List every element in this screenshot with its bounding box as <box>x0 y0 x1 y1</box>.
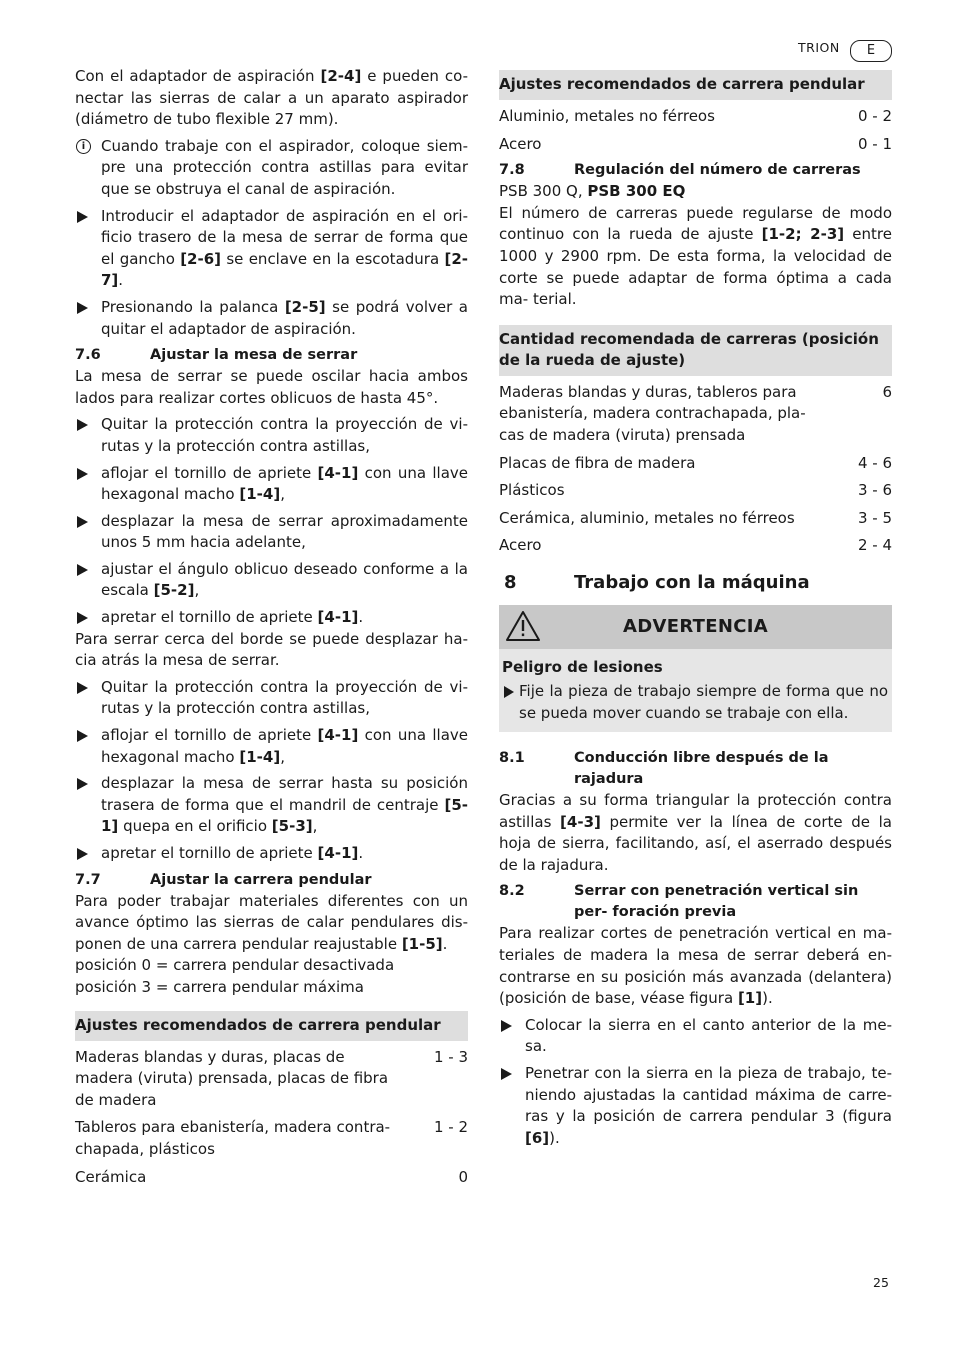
position-0-text: posición 0 = carrera pendular desactivada <box>75 956 395 975</box>
paragraph: Para realizar cortes de penetración vertical en ma- teriales de madera la mesa de serrar deberá en- contrarse en su posición más avanzada (delantera) (posición de base, véase figura [1]). <box>499 924 892 1008</box>
triangle-bullet-icon <box>77 612 88 624</box>
section-heading-8-2: 8.2 Serrar con penetración vertical sin per- foración previa <box>499 883 859 921</box>
section-heading-7-7: 7.7 Ajustar la carrera pendular <box>75 871 372 888</box>
table-row: Plásticos 3 - 6 <box>499 481 892 500</box>
paragraph: La mesa de serrar se puede oscilar hacia ambos lados para realizar cortes oblicuos de hasta 45°. <box>75 367 468 407</box>
pendulum-settings-table-continued <box>499 70 892 155</box>
paragraph: Para poder trabajar materiales diferentes con un avance óptimo las sierras de calar pendulares dis- ponen de una carrera pendular reajustable [1-5]. <box>75 891 468 953</box>
list-item: desplazar la mesa de serrar aproximadamente unos 5 mm hacia adelante, <box>75 511 468 554</box>
table-row: Tableros para ebanistería, madera contra- chapada, plásticos 1 - 2 <box>75 1118 468 1158</box>
warning-body <box>499 649 892 732</box>
list-item: Quitar la protección contra la proyección de vi- rutas y la protección contra astillas, <box>75 414 468 457</box>
triangle-bullet-icon <box>77 302 88 314</box>
models-line: PSB 300 Q, PSB 300 EQ <box>499 182 686 201</box>
table-row: Acero 0 - 1 <box>499 134 892 153</box>
list-item: aflojar el tornillo de apriete [4-1] con una llave hexagonal macho [1-4], <box>75 463 468 506</box>
triangle-bullet-icon <box>77 778 88 790</box>
triangle-bullet-icon <box>77 564 88 576</box>
table-row: Maderas blandas y duras, placas de madera (viruta) prensada, placas de fibra de madera 1 - 3 <box>75 1047 468 1109</box>
triangle-bullet-icon <box>77 468 88 480</box>
paragraph-aspiration: Con el adaptador de aspiración [2-4] e pueden co- nectar las sierras de calar a un aparato aspirador (diámetro de tubo flexible 27 mm). <box>75 67 468 129</box>
table-row: Acero 2 - 4 <box>499 536 892 555</box>
right-column <box>499 70 892 1149</box>
table-title: Cantidad recomendada de carreras (posición de la rueda de ajuste) <box>499 325 892 376</box>
paragraph: Gracias a su forma triangular la protección contra astillas [4-3] permite ver la línea de corte de la hoja de sierra, facilitando, así, el aserrado después de la rajadura. <box>499 791 892 874</box>
info-note <box>75 136 468 201</box>
table-row: Cerámica 0 <box>75 1167 468 1186</box>
list-item: apretar el tornillo de apriete [4-1]. <box>75 607 468 629</box>
warning-header <box>499 605 892 649</box>
list-item: Quitar la protección contra la proyección de vi- rutas y la protección contra astillas, <box>75 677 468 720</box>
list-item: apretar el tornillo de apriete [4-1]. <box>75 843 468 865</box>
position-3-text: posición 3 = carrera pendular máxima <box>75 977 364 996</box>
header-brand: TRION <box>798 40 840 55</box>
table-row: Cerámica, aluminio, metales no férreos 3 - 5 <box>499 508 892 527</box>
table-row: Maderas blandas y duras, tableros para ebanistería, madera contrachapada, pla- cas de madera (viruta) prensada 6 <box>499 382 892 444</box>
list-item: desplazar la mesa de serrar hasta su posición trasera de forma que el mandril de centraje [5- 1] quepa en el orificio [5-3], <box>75 773 468 838</box>
stroke-rate-table <box>499 325 892 557</box>
section-heading-7-6: 7.6 Ajustar la mesa de serrar <box>75 347 358 364</box>
triangle-bullet-icon <box>77 211 88 223</box>
triangle-bullet-icon <box>77 682 88 694</box>
list-item: ajustar el ángulo oblicuo deseado conforme a la escala [5-2], <box>75 559 468 602</box>
section-heading-8: 8 Trabajo con la máquina <box>504 571 810 593</box>
list-item: Introducir el adaptador de aspiración en el ori- ficio trasero de la mesa de serrar de forma que el gancho [2-6] se enclave en la escotadura [2- 7]. <box>75 206 468 292</box>
table-title: Ajustes recomendados de carrera pendular <box>499 70 892 100</box>
list-item: Penetrar con la sierra en la pieza de trabajo, te- niendo ajustadas la cantidad máxima de carre- ras y la posición de carrera pendular 3 (figura [6]). <box>499 1063 892 1149</box>
paragraph: El número de carreras puede regularse de modo continuo con la rueda de ajuste [1-2; 2-3] entre 1000 y 2900 rpm. De esta forma, la velocidad de corte se puede adaptar de forma óptima a cada ma- terial. <box>499 203 892 309</box>
page-number: 25 <box>873 1275 889 1290</box>
warning-subtitle: Peligro de lesiones <box>502 657 663 676</box>
left-column <box>75 66 468 1188</box>
list-item: Colocar la sierra en el canto anterior de la me- sa. <box>499 1015 892 1058</box>
paragraph: Para serrar cerca del borde se puede desplazar ha- cia atrás la mesa de serrar. <box>75 629 468 670</box>
list-item: Presionando la palanca [2-5] se podrá volver a quitar el adaptador de aspiración. <box>75 297 468 340</box>
language-badge: E <box>850 40 892 62</box>
triangle-bullet-icon <box>501 1068 512 1080</box>
section-heading-7-8: 7.8 Regulación del número de carreras <box>499 162 861 179</box>
pendulum-settings-table <box>75 1011 468 1189</box>
table-row: Aluminio, metales no férreos 0 - 2 <box>499 107 892 125</box>
list-item: aflojar el tornillo de apriete [4-1] con una llave hexagonal macho [1-4], <box>75 725 468 768</box>
triangle-bullet-icon <box>77 516 88 528</box>
section-heading-8-1: 8.1 Conducción libre después de la rajadura <box>499 750 829 788</box>
triangle-bullet-icon <box>504 686 514 698</box>
table-row: Placas de fibra de madera 4 - 6 <box>499 453 892 472</box>
triangle-bullet-icon <box>501 1020 512 1032</box>
triangle-bullet-icon <box>77 730 88 742</box>
warning-title: ADVERTENCIA <box>623 615 768 637</box>
warning-item: Fije la pieza de trabajo siempre de forma que no se pueda mover cuando se trabaje con ella. <box>502 681 888 724</box>
info-note-text: Cuando trabaje con el aspirador, coloque siem- pre una protección contra astillas para evitar que se obstruya el canal de aspiración. <box>101 136 468 198</box>
info-icon: i <box>76 139 91 154</box>
table-title: Ajustes recomendados de carrera pendular <box>75 1011 468 1041</box>
warning-box <box>499 605 892 732</box>
triangle-bullet-icon <box>77 419 88 431</box>
triangle-bullet-icon <box>77 848 88 860</box>
